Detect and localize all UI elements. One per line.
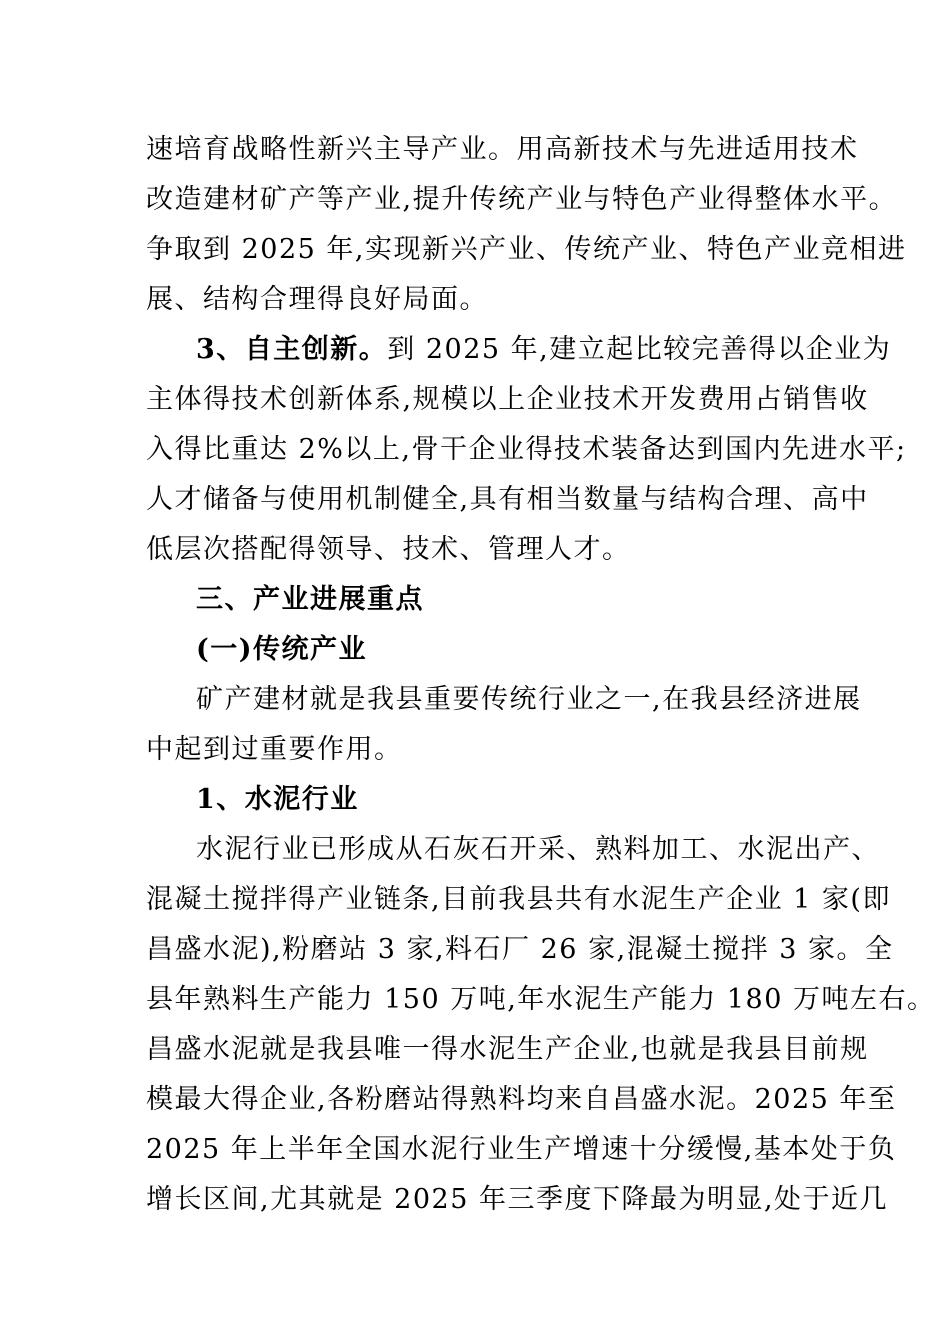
paragraph-line: 矿产建材就是我县重要传统行业之一,在我县经济进展 — [196, 684, 862, 715]
paragraph-line: 水泥行业已形成从石灰石开采、熟料加工、水泥出产、 — [196, 834, 880, 865]
paragraph-line: 改造建材矿产等产业,提升传统产业与特色产业得整体水平。 — [146, 184, 898, 215]
paragraph-line: 中起到过重要作用。 — [146, 734, 403, 765]
paragraph-line: 2025 年上半年全国水泥行业生产增速十分缓慢,基本处于负 — [146, 1134, 897, 1165]
paragraph-line: 入得比重达 2%以上,骨干企业得技术装备达到国内先进水平; — [146, 434, 907, 465]
paragraph-line: 县年熟料生产能力 150 万吨,年水泥生产能力 180 万吨左右。 — [146, 984, 936, 1015]
paragraph-text: 到 2025 年,建立起比较完善得以企业为 — [387, 334, 892, 365]
subsection-heading: 1、水泥行业 — [196, 784, 359, 815]
paragraph-line: 昌盛水泥),粉磨站 3 家,料石厂 26 家,混凝土搅拌 3 家。全 — [146, 934, 894, 965]
paragraph-line: 速培育战略性新兴主导产业。用高新技术与先进适用技术 — [146, 134, 859, 165]
paragraph-line: 主体得技术创新体系,规模以上企业技术开发费用占销售收 — [146, 384, 869, 415]
paragraph-line: 混凝土搅拌得产业链条,目前我县共有水泥生产企业 1 家(即 — [146, 884, 891, 915]
paragraph-line: 低层次搭配得领导、技术、管理人才。 — [146, 534, 631, 565]
section-heading: 三、产业进展重点 — [196, 584, 424, 615]
paragraph-line — [196, 333, 892, 367]
paragraph-line: 人才储备与使用机制健全,具有相当数量与结构合理、高中 — [146, 484, 869, 515]
paragraph-line: 争取到 2025 年,实现新兴产业、传统产业、特色产业竞相进 — [146, 234, 907, 265]
subsection-heading: 3、自主创新。 — [196, 334, 388, 365]
subsection-heading: (一)传统产业 — [196, 634, 368, 665]
paragraph-line: 昌盛水泥就是我县唯一得水泥生产企业,也就是我县目前规 — [146, 1034, 869, 1065]
paragraph-line: 展、结构合理得良好局面。 — [146, 284, 488, 315]
paragraph-line: 增长区间,尤其就是 2025 年三季度下降最为明显,处于近几 — [146, 1184, 889, 1215]
paragraph-line: 模最大得企业,各粉磨站得熟料均来自昌盛水泥。2025 年至 — [146, 1084, 897, 1115]
